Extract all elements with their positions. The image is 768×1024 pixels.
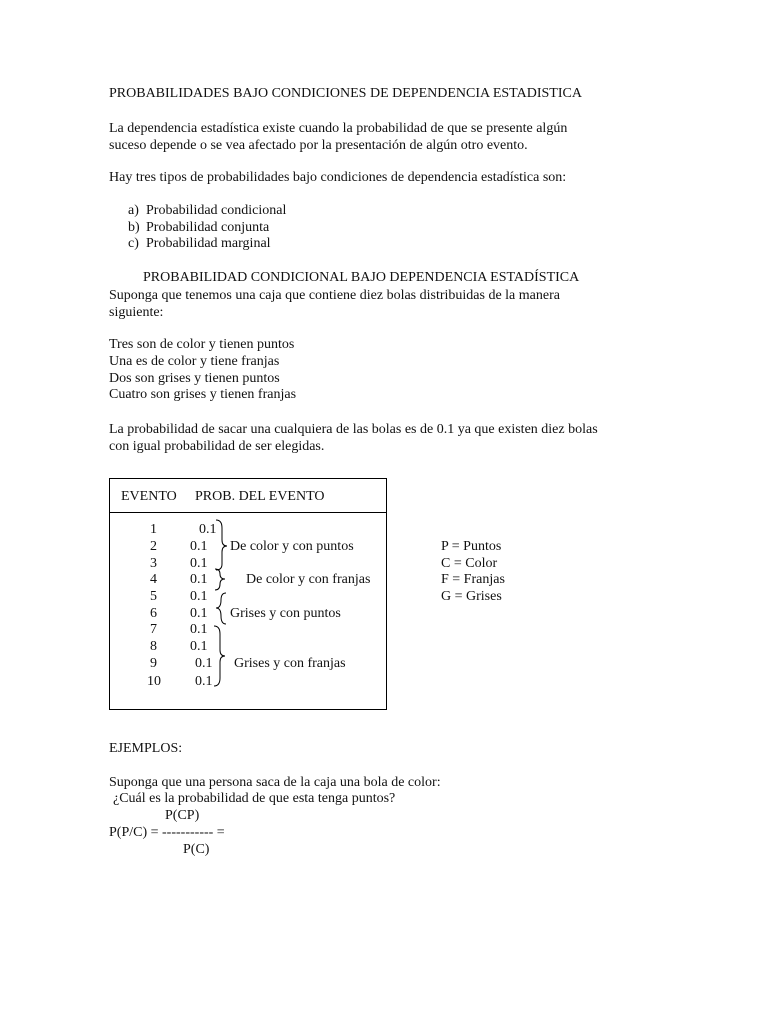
legend-item: G = Grises <box>441 589 502 604</box>
distribution-line: Una es de color y tiene franjas <box>109 354 280 369</box>
group-label: De color y con franjas <box>246 572 371 587</box>
event-number: 10 <box>147 674 161 689</box>
event-number: 4 <box>150 572 157 587</box>
list-label: Probabilidad conjunta <box>146 220 270 235</box>
event-number: 5 <box>150 589 157 604</box>
event-probability: 0.1 <box>190 572 208 587</box>
section-title: PROBABILIDAD CONDICIONAL BAJO DEPENDENCIA ESTADÍSTICA <box>143 270 580 285</box>
intro-line-1: La dependencia estadística existe cuando la probabilidad de que se presente algún <box>109 121 568 136</box>
list-marker: a) <box>128 203 139 218</box>
event-number: 7 <box>150 622 157 637</box>
intro-line-2: suceso depende o se vea afectado por la presentación de algún otro evento. <box>109 138 528 153</box>
legend-item: C = Color <box>441 556 498 571</box>
distribution-line: Cuatro son grises y tienen franjas <box>109 387 297 402</box>
brace-group-2 <box>213 568 227 592</box>
event-probability: 0.1 <box>190 639 208 654</box>
formula-numerator: P(CP) <box>165 808 200 823</box>
event-probability: 0.1 <box>190 589 208 604</box>
list-item <box>128 220 269 236</box>
distribution-line: Tres son de color y tienen puntos <box>109 337 295 352</box>
box-paragraph-line-1: Suponga que tenemos una caja que contiene diez bolas distribuidas de la manera <box>109 288 560 303</box>
group-label: Grises y con puntos <box>230 606 341 621</box>
event-probability: 0.1 <box>199 522 217 537</box>
table-header-prob: PROB. DEL EVENTO <box>195 489 325 504</box>
examples-title: EJEMPLOS: <box>109 741 183 756</box>
formula-lhs: P(P/C) = ----------- = <box>109 825 225 840</box>
document-title: PROBABILIDADES BAJO CONDICIONES DE DEPENDENCIA ESTADISTICA <box>109 86 582 101</box>
event-probability: 0.1 <box>190 622 208 637</box>
box-paragraph <box>109 287 658 321</box>
probability-line-2: con igual probabilidad de ser elegidas. <box>109 439 325 454</box>
probability-line-1: La probabilidad de sacar una cualquiera de las bolas es de 0.1 ya que existen diez bolas <box>109 422 598 437</box>
list-label: Probabilidad condicional <box>146 203 287 218</box>
list-marker: c) <box>128 236 139 251</box>
probability-paragraph <box>109 421 658 455</box>
list-marker: b) <box>128 220 140 235</box>
group-label: De color y con puntos <box>230 539 354 554</box>
list-label: Probabilidad marginal <box>146 236 271 251</box>
brace-group-4 <box>212 624 226 688</box>
event-number: 3 <box>150 556 157 571</box>
list-item <box>128 236 271 252</box>
table-header-event: EVENTO <box>121 489 177 504</box>
example-line-1: Suponga que una persona saca de la caja una bola de color: <box>109 775 441 790</box>
event-number: 9 <box>150 656 157 671</box>
example-line-2: ¿Cuál es la probabilidad de que esta tenga puntos? <box>113 791 396 806</box>
brace-group-3 <box>214 592 228 626</box>
box-paragraph-line-2: siguiente: <box>109 305 164 320</box>
event-probability: 0.1 <box>195 674 213 689</box>
event-number: 1 <box>150 522 157 537</box>
event-number: 6 <box>150 606 157 621</box>
distribution-line: Dos son grises y tienen puntos <box>109 371 280 386</box>
event-probability: 0.1 <box>190 539 208 554</box>
list-item <box>128 203 286 219</box>
types-intro: Hay tres tipos de probabilidades bajo condiciones de dependencia estadística son: <box>109 170 567 185</box>
formula-denominator: P(C) <box>183 842 210 857</box>
event-probability: 0.1 <box>190 556 208 571</box>
table-header-divider <box>109 512 387 513</box>
event-probability: 0.1 <box>190 606 208 621</box>
event-number: 8 <box>150 639 157 654</box>
brace-group-1 <box>214 518 228 572</box>
event-probability: 0.1 <box>195 656 213 671</box>
group-label: Grises y con franjas <box>234 656 346 671</box>
intro-paragraph <box>109 120 658 154</box>
legend-item: P = Puntos <box>441 539 502 554</box>
legend-item: F = Franjas <box>441 572 505 587</box>
event-number: 2 <box>150 539 157 554</box>
